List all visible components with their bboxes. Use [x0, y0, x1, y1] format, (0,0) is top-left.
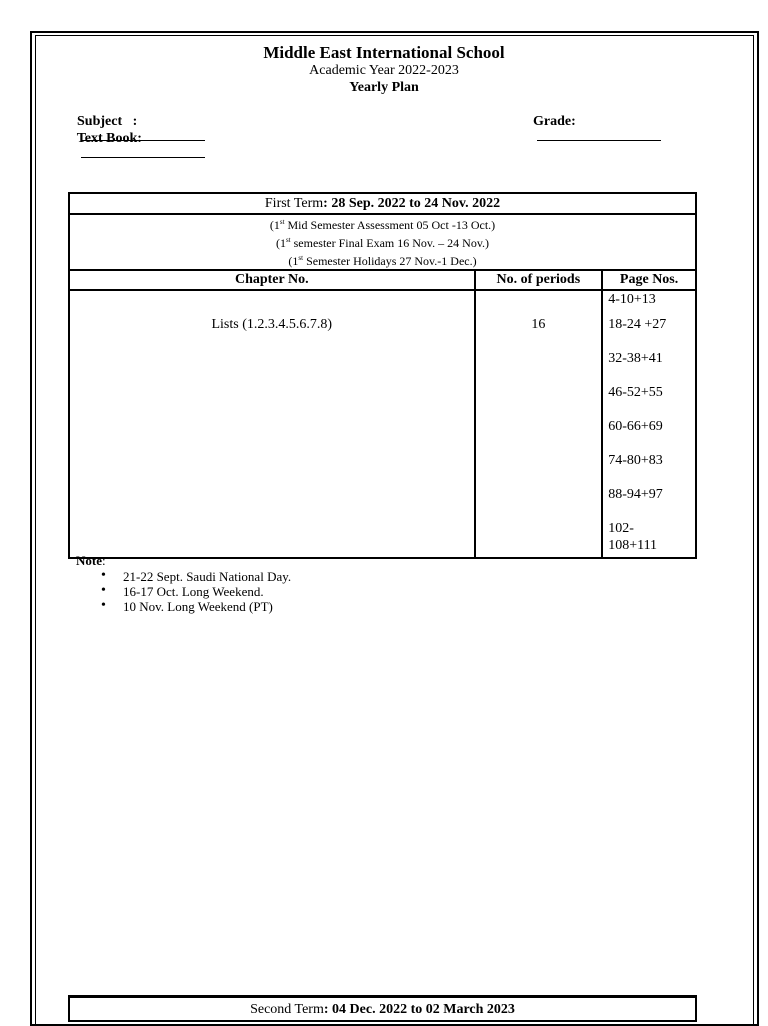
textbook-label: Text Book: [76, 131, 142, 146]
column-header-periods: No. of periods [475, 270, 603, 290]
second-term-dates: : 04 Dec. 2022 to 02 March 2023 [323, 1002, 515, 1017]
page-range: 32-38+41 [608, 351, 663, 366]
first-term-notes [69, 214, 696, 270]
page-range: 74-80+83 [608, 453, 663, 468]
page-range: 102-108+111 [608, 521, 658, 553]
second-term-title [68, 995, 697, 1022]
first-term-table [68, 192, 697, 559]
column-header-chapter: Chapter No. [69, 270, 475, 290]
grade-blank-line [537, 140, 661, 141]
page-range: 60-66+69 [608, 419, 663, 434]
table-row [69, 290, 696, 558]
subject-label: Subject : [77, 114, 138, 129]
page-range: 88-94+97 [608, 487, 663, 502]
chapter-value: Lists (1.2.3.4.5.6.7.8) [211, 317, 333, 332]
term-note-line: (1st Mid Semester Assessment 05 Oct -13 Oct.) [269, 218, 496, 232]
pages-cell [602, 290, 696, 558]
plan-title: Yearly Plan [349, 80, 419, 95]
term-note-line: (1st semester Final Exam 16 Nov. – 24 Nov.) [275, 236, 490, 250]
note-label: Note [76, 553, 102, 568]
periods-value: 16 [531, 317, 546, 332]
grade-label: Grade: [533, 114, 576, 129]
first-term-dates: : 28 Sep. 2022 to 24 Nov. 2022 [323, 195, 501, 211]
first-term-label: First Term [264, 195, 324, 211]
term-note-line: (1st Semester Holidays 27 Nov.-1 Dec.) [288, 254, 477, 268]
academic-year: Academic Year 2022-2023 [309, 63, 459, 78]
note-heading: Note: [76, 553, 106, 568]
periods-cell [475, 290, 603, 558]
school-name: Middle East International School [263, 43, 505, 62]
list-item: • 16-17 Oct. Long Weekend. [101, 584, 291, 599]
page-range: 18-24 +27 [608, 317, 667, 332]
grade-field [526, 98, 661, 146]
textbook-blank-line [81, 157, 205, 158]
list-item: • 10 Nov. Long Weekend (PT) [101, 599, 291, 614]
second-term-label: Second Term [250, 1002, 324, 1017]
first-term-title [69, 193, 696, 214]
chapter-cell [69, 290, 475, 558]
page-range: 46-52+55 [608, 385, 663, 400]
list-item: • 21-22 Sept. Saudi National Day. [101, 569, 291, 584]
note-list [101, 569, 291, 614]
column-header-pages: Page Nos. [602, 270, 696, 290]
page-range: 4-10+13 [608, 292, 656, 307]
textbook-field [70, 115, 205, 163]
